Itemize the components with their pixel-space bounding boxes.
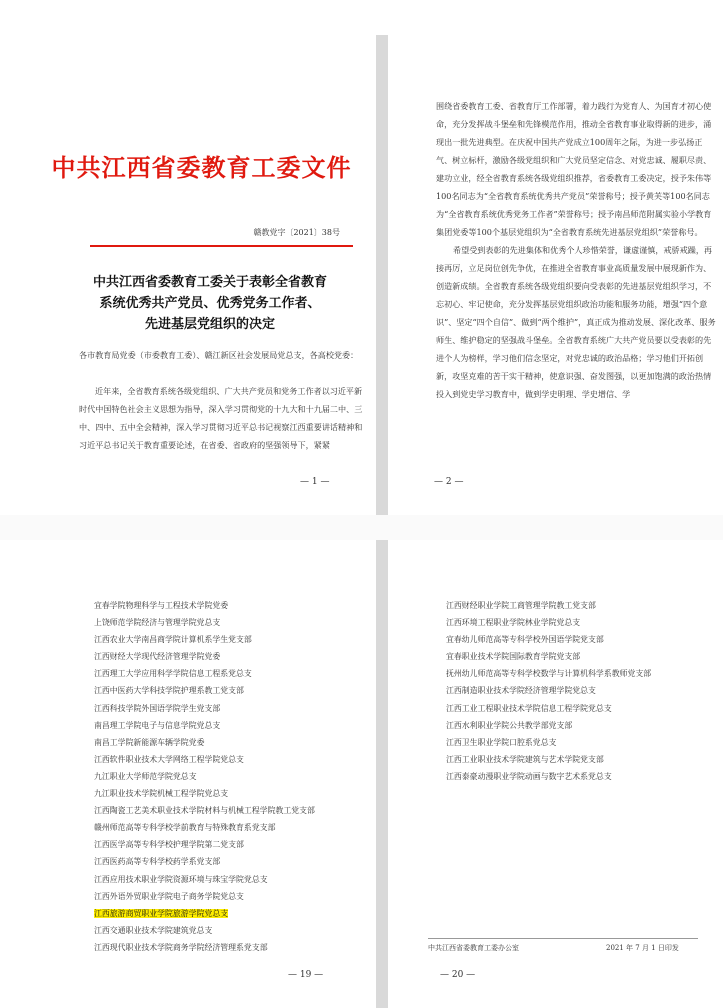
list-item: 宜春学院物理科学与工程技术学院党委 (94, 601, 229, 610)
list-item: 江西泰豪动漫职业学院动画与数字艺术系党总支 (446, 771, 612, 781)
list-item: 南昌工学院新能源车辆学院党委 (94, 737, 205, 747)
issuing-office: 中共江西省委教育工委办公室 (428, 944, 519, 952)
list-item: 江西现代职业技术学院商务学院经济管理系党支部 (94, 942, 268, 952)
list-item: 上饶师范学院经济与管理学院党总支 (94, 618, 221, 628)
body-paragraph-2: 希望受到表彰的先进集体和优秀个人珍惜荣誉，谦虚谨慎，戒骄戒躁，再接再厉，立足岗位创先争优，在推进全省教育事业高质量发展中展现新作为、创造新成绩。全省教育系统各级党组织要向受表彰的先进基层党组织学习，不忘初心、牢记使命，充分发挥基层党组织政治功能和服务功能，增强“四个意识”、坚定“四个自信”、做到“两个维护”，真正成为推动发展、深化改革、服务师生、维护稳定的坚强战斗堡垒。全省教育系统广大共产党员要以受表彰的先进个人为榜样，学习他们信念坚定，对党忠诚的政治品格；学习他们开拓创新，攻坚克难的苦干实干精神，使意识强、奋发图强，以更加饱满的政治热情投入到党史学习教育中，做到学史明理、学史增信、学 (436, 245, 716, 399)
list-item (78, 802, 362, 819)
list-item: 江西中医药大学科技学院护理系教工党支部 (94, 686, 244, 696)
page-separator-bottom (376, 540, 388, 1008)
list-item: 江西财经大学现代经济管理学院党委 (94, 652, 221, 662)
highlighted-text: 江西旅游商贸职业学院旅游学院党总支 (94, 908, 229, 918)
list-item: 江西农业大学南昌商学院计算机系学生党支部 (94, 635, 252, 645)
list-item: 江西交通职业技术学院建筑党总支 (94, 925, 213, 935)
document-page-1 (30, 35, 373, 515)
document-header-title: 中共江西省委教育工委文件 (51, 153, 352, 182)
list-item: 江西理工大学应用科学学院信息工程系党总支 (94, 669, 252, 679)
list-item: 江西财经职业学院工商管理学院教工党支部 (446, 601, 596, 610)
list-item: 宜春职业技术学院国际教育学院党支部 (446, 652, 581, 662)
list-item: 江西工业职业技术学院建筑与艺术学院党支部 (446, 754, 604, 764)
list-item: 江西卫生职业学院口腔系党总支 (446, 737, 557, 747)
list-item: 南昌理工学院电子与信息学院党总支 (94, 720, 221, 730)
list-item: 江西制造职业技术学院经济管理学院党总支 (446, 686, 596, 696)
document-page-19 (30, 540, 373, 1008)
decision-title (80, 272, 340, 335)
page-number: — 20 — (440, 970, 476, 980)
page-separator-top (376, 35, 388, 515)
footer-rule (428, 938, 698, 939)
list-item: 宜春幼儿师范高等专科学校外国语学院党支部 (446, 635, 604, 645)
salutation: 各市教育局党委（市委教育工委）、赣江新区社会发展局党总支，各高校党委： (79, 350, 359, 360)
list-item: 江西应用技术职业学院资源环境与珠宝学院党总支 (94, 874, 268, 884)
document-page-2 (388, 35, 723, 515)
list-item: 江西医学高等专科学校护理学院第二党支部 (94, 840, 244, 850)
decision-title-line-1: 中共江西省委教育工委关于表彰全省教育 (92, 275, 327, 290)
list-item: 赣州师范高等专科学校学前教育与特殊教育系党支部 (94, 823, 276, 833)
page-number: — 2 — (434, 477, 464, 487)
decision-title-line-2: 系统优秀共产党员、优秀党务工作者、 (99, 296, 321, 311)
issue-date: 2021 年 7 月 1 日印发 (606, 944, 679, 952)
page-number: — 1 — (300, 477, 330, 487)
body-text-block (436, 97, 716, 403)
list-item: 江西环境工程职业学院林业学院党总支 (446, 618, 581, 628)
list-item: 江西医药高等专科学校药学系党支部 (94, 857, 221, 867)
list-item: 抚州幼儿师范高等专科学校数学与计算机科学系教师党支部 (446, 669, 652, 679)
organization-list (94, 597, 362, 956)
list-item-highlighted (94, 905, 362, 922)
decision-title-line-3: 先进基层党组织的决定 (144, 317, 275, 332)
page-number: — 19 — (288, 970, 324, 980)
body-paragraph-1: 围绕省委教育工委、省教育厅工作部署，着力践行为党育人、为国育才初心使命，充分发挥战斗堡垒和先锋模范作用，推动全省教育事业取得新的进步，涌现出一批先进典型。在庆祝中国共产党成立100周年之际，为进一步弘扬正气、树立标杆，激励各级党组织和广大党员坚定信念、对党忠诚、履职尽责、建功立业，经全省教育系统各级党组织推荐，省委教育工委决定，授予朱伟等100名同志为“全省教育系统优秀共产党员”荣誉称号；授予黄芙等100名同志为“全省教育系统优秀党务工作者”荣誉称号；授予南昌师范附属实验小学教育集团党委等100个基层党组织为“全省教育系统先进基层党组织”荣誉称号。 (436, 101, 712, 237)
list-item: 江西工业工程职业技术学院信息工程学院党总支 (446, 703, 612, 713)
document-number: 赣教党字〔2021〕38号 (253, 228, 340, 237)
list-item: 江西外语外贸职业学院电子商务学院党总支 (94, 891, 244, 901)
red-separator-line (90, 245, 353, 247)
organization-list (446, 597, 716, 785)
list-item: 江西软件职业技术大学网络工程学院党总支 (94, 754, 244, 764)
list-item: 江西科技学院外国语学院学生党支部 (94, 703, 221, 713)
list-item: 九江职业技术学院机械工程学院党总支 (94, 789, 229, 799)
document-page-20 (388, 540, 723, 1008)
list-item: 九江职业大学师范学院党总支 (94, 771, 197, 781)
list-item-text: 江西陶瓷工艺美术职业技术学院材料与机械工程学院教工党支部 (94, 806, 315, 816)
list-item: 江西水利职业学院公共教学部党支部 (446, 720, 573, 730)
body-paragraph: 近年来，全省教育系统各级党组织、广大共产党员和党务工作者以习近平新时代中国特色社会主义思想为指导，深入学习贯彻党的十九大和十九届二中、三中、四中、五中全会精神，深入学习贯彻习近平总书记视察江西重要讲话精神和习近平总书记关于教育重要论述，在省委、省政府的坚强领导下，紧紧 (79, 386, 363, 450)
page-separator-horizontal (0, 515, 723, 540)
